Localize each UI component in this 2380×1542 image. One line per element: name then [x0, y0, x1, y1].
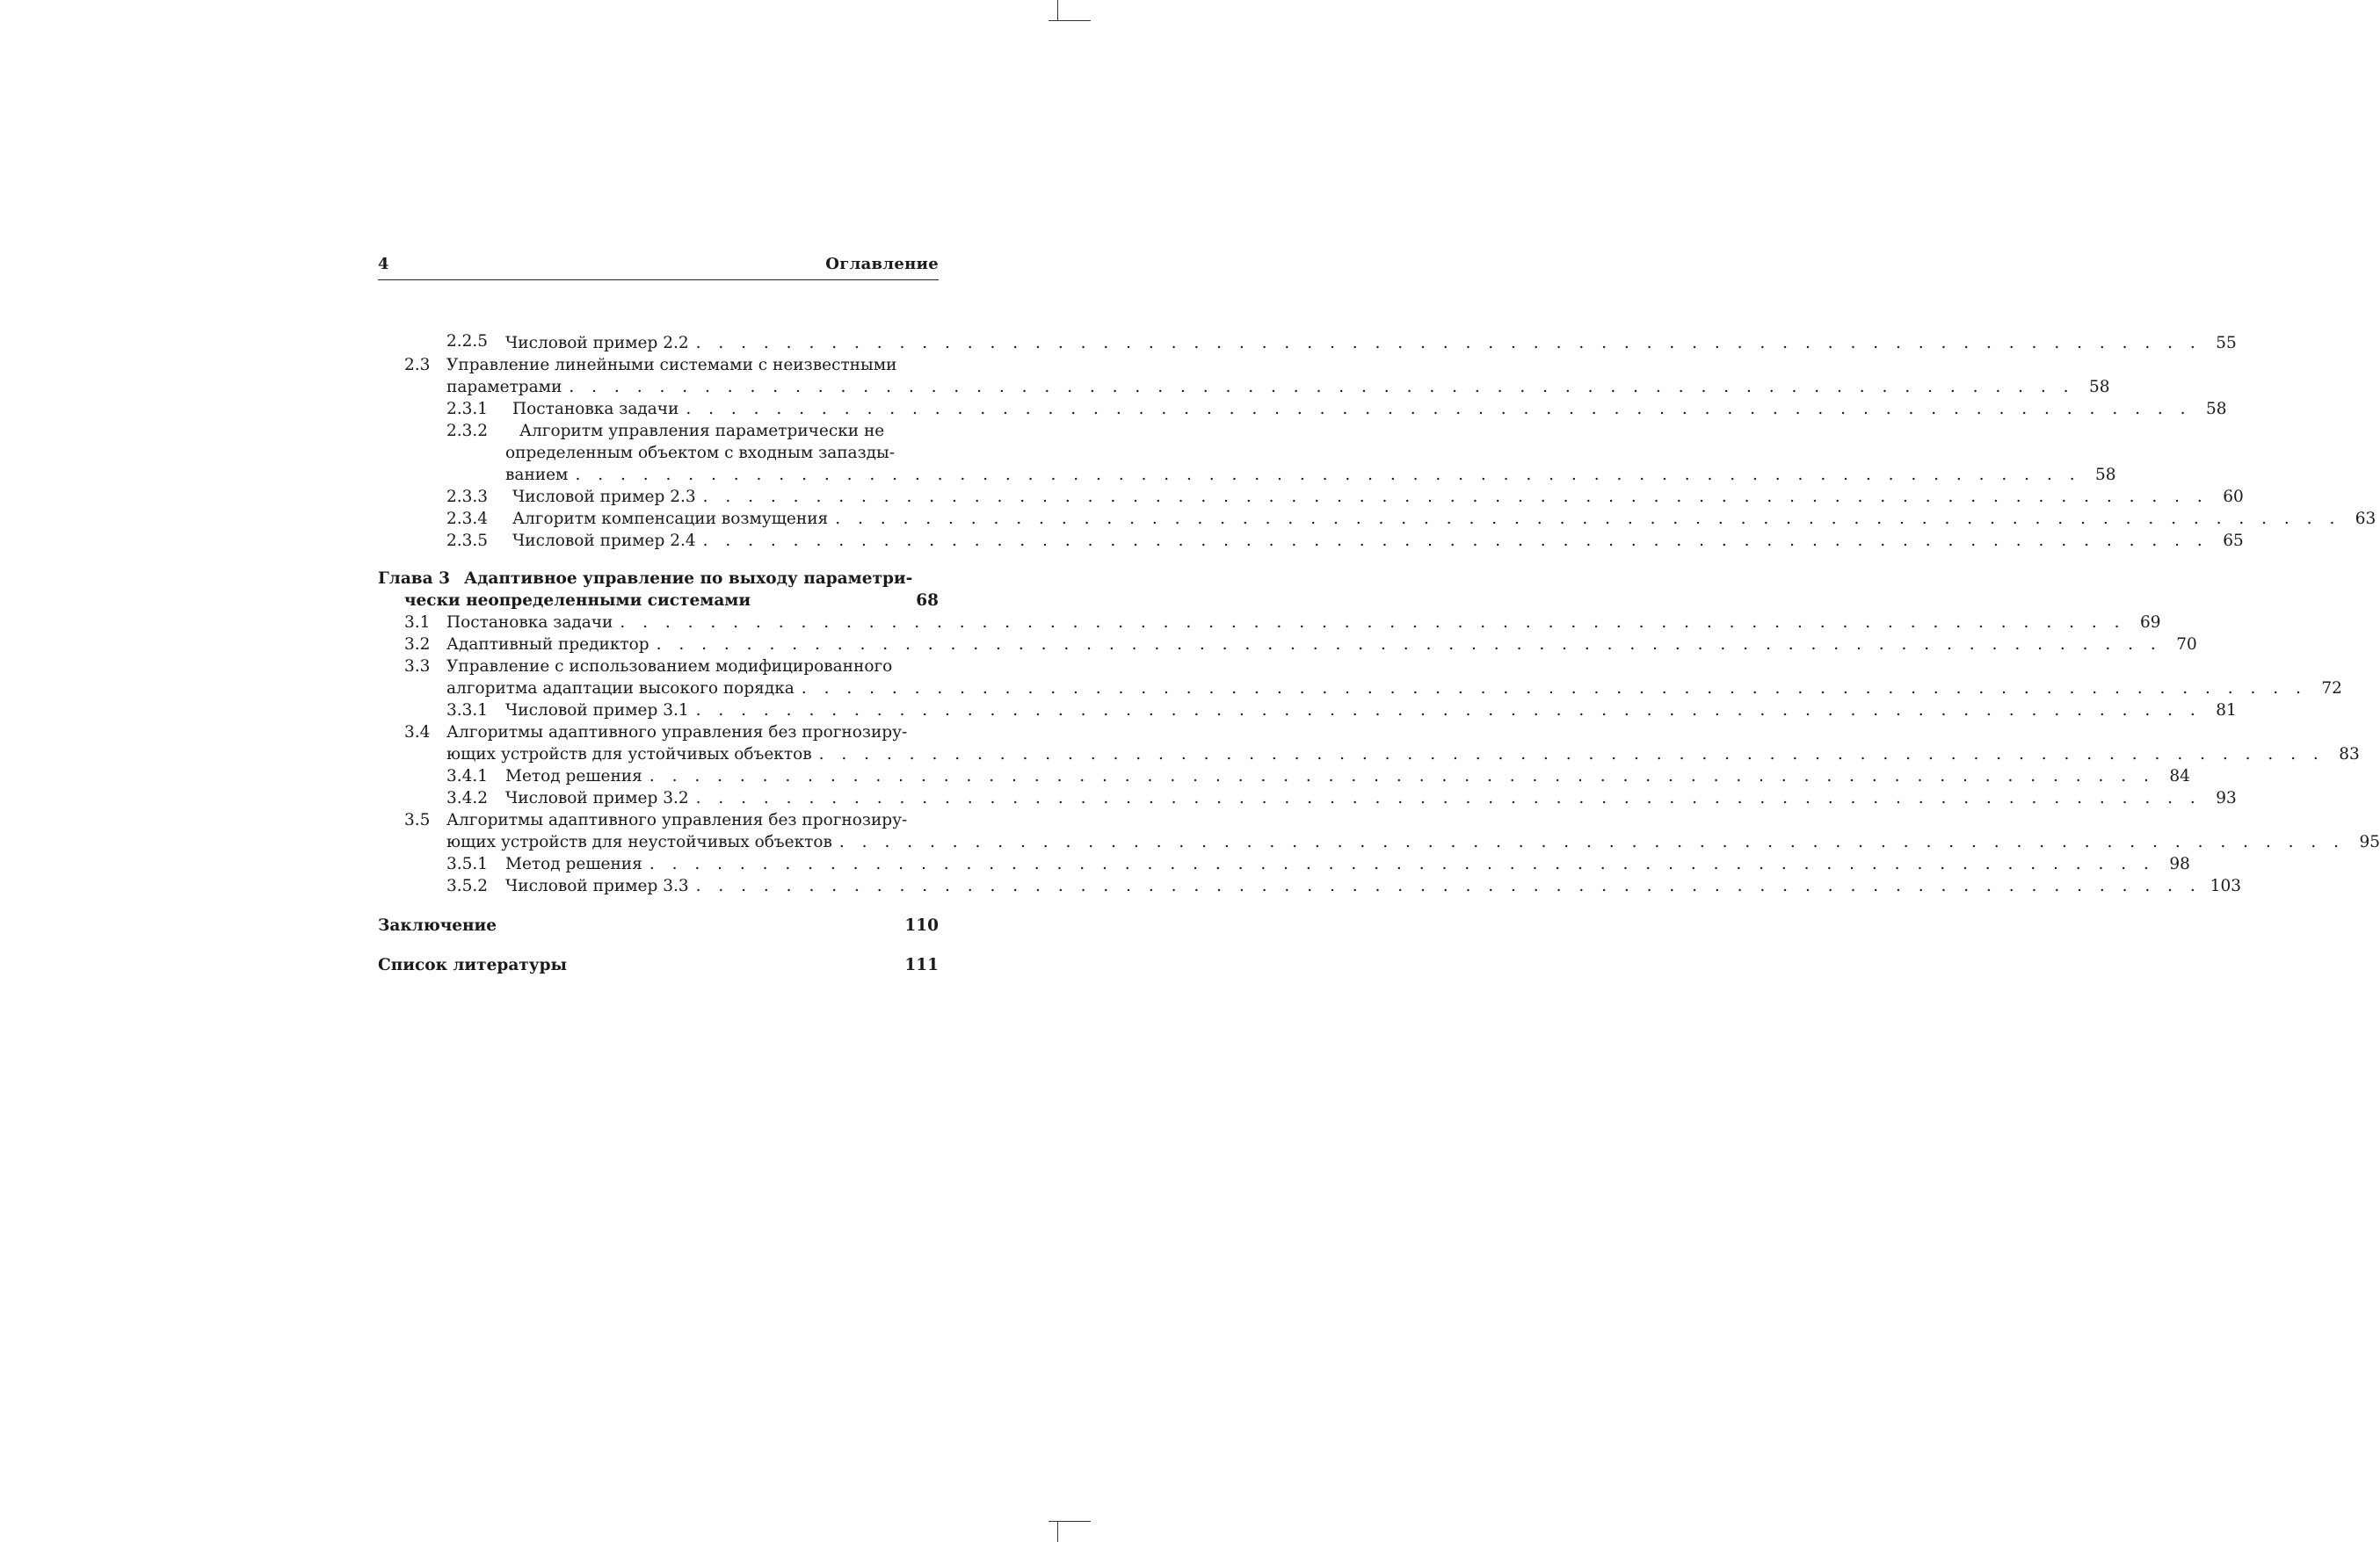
toc-entry-title: Числовой пример 2.2 [505, 334, 689, 352]
toc-entry-number: 3.2 [404, 635, 431, 654]
toc-entry-title: Числовой пример 2.3 [512, 488, 696, 506]
toc-entry-number: 2.3 [404, 356, 431, 374]
toc-entry-number: 3.3 [404, 657, 431, 676]
toc-entry-title-line: Алгоритмы адаптивного управления без прогнозиру- [446, 811, 908, 829]
toc-entry-title-line: параметрами [446, 378, 562, 396]
toc-entry-number: 3.4.1 [446, 767, 489, 785]
toc-entry[interactable] [378, 787, 2237, 809]
toc-entry-title: Постановка задачи [512, 400, 679, 418]
toc-entry-page: 63 [2355, 510, 2376, 528]
toc-entry-title-line: ющих устройств для неустойчивых объектов [446, 833, 832, 851]
toc-entry-page: 70 [2176, 635, 2197, 654]
crop-mark-bottom-vertical [1057, 1521, 1058, 1542]
toc-entry-number: 2.3.1 [446, 400, 489, 418]
toc-entry-number: 3.3.1 [446, 701, 489, 720]
toc-entry-number: 3.5.2 [446, 877, 489, 895]
toc-entry-title-line: Адаптивное управление по выходу параметри- [464, 569, 913, 588]
toc-chapter-entry[interactable] [378, 954, 939, 976]
toc-chapter-label: Глава 3 [378, 569, 450, 588]
toc-entry-title: Метод решения [505, 767, 642, 785]
toc-entry-number: 2.3.2 [446, 422, 489, 440]
toc-entry-page: 69 [2139, 613, 2161, 632]
toc-entry-number: 3.5 [404, 811, 431, 829]
toc-entry-number: 3.4.2 [446, 789, 489, 807]
toc-entry-page: 68 [916, 591, 939, 610]
toc-entry-page: 111 [904, 956, 939, 974]
crop-mark-top-horizontal [1049, 20, 1091, 21]
toc-entry-page: 58 [2088, 378, 2110, 396]
toc-entry[interactable] [378, 721, 2360, 765]
toc-entry-page: 110 [904, 916, 939, 935]
toc-entry-title-line: чески неопределенными системами [404, 591, 751, 610]
toc-entry-page: 84 [2169, 767, 2190, 785]
toc-entry-number: 3.4 [404, 723, 431, 742]
toc-entry-title-line: ющих устройств для устойчивых объектов [446, 745, 812, 764]
crop-mark-top-vertical [1057, 0, 1058, 21]
running-header [378, 253, 939, 280]
toc-entry[interactable] [378, 420, 2116, 486]
page-number: 4 [378, 255, 389, 273]
toc-entry[interactable] [378, 612, 2161, 633]
toc-entry-number: 2.3.5 [446, 532, 489, 550]
toc-entry-title: Числовой пример 3.2 [505, 789, 689, 807]
toc-entry[interactable] [378, 530, 2244, 552]
toc-entry-title-line: ванием [505, 466, 569, 484]
crop-mark-bottom-horizontal [1049, 1521, 1091, 1522]
toc-entry-page: 98 [2169, 855, 2190, 873]
toc-entry-page: 60 [2223, 488, 2244, 506]
page-title: Оглавление [825, 255, 939, 273]
toc-entry[interactable] [378, 508, 2376, 530]
toc-chapter-entry[interactable] [378, 568, 939, 612]
toc-entry-number: 3.1 [404, 613, 431, 632]
toc-entry-title: Алгоритм компенсации возмущения [512, 510, 829, 528]
toc-entry-title: Числовой пример 2.4 [512, 532, 696, 550]
toc-entry-title: Список литературы [378, 956, 568, 974]
toc-entry-title: Метод решения [505, 855, 642, 873]
toc-entry-page: 58 [2205, 400, 2227, 418]
toc-entry-title: Числовой пример 3.1 [505, 701, 689, 720]
toc-entry-title-line: определенным объектом с входным запазды- [505, 444, 896, 462]
toc-entry-page: 55 [2216, 334, 2237, 352]
toc-entry-page: 83 [2339, 745, 2360, 764]
toc-entry-page: 65 [2223, 532, 2244, 550]
toc-entry[interactable] [378, 398, 2227, 420]
toc-entry-title-line: Алгоритм управления параметрически не [519, 422, 885, 440]
table-of-contents [378, 332, 2380, 976]
toc-entry[interactable] [378, 332, 2237, 354]
toc-entry[interactable] [378, 809, 2380, 853]
toc-entry-number: 2.3.3 [446, 488, 489, 506]
toc-entry-title: Числовой пример 3.3 [505, 877, 689, 895]
toc-entry-title: Постановка задачи [446, 613, 613, 632]
toc-entry[interactable] [378, 354, 2110, 398]
toc-entry[interactable] [378, 765, 2190, 787]
toc-entry-page: 81 [2216, 701, 2237, 720]
toc-entry-number: 2.2.5 [446, 332, 489, 351]
toc-entry-number: 3.5.1 [446, 855, 489, 873]
toc-entry[interactable] [378, 699, 2237, 721]
toc-entry-title: Адаптивный предиктор [446, 635, 649, 654]
toc-entry-title-line: Управление линейными системами с неизвестными [446, 356, 897, 374]
toc-chapter-entry[interactable] [378, 915, 939, 937]
toc-entry[interactable] [378, 853, 2190, 875]
toc-entry-number: 2.3.4 [446, 510, 489, 528]
toc-entry-title-line: Управление с использованием модифицированного [446, 657, 893, 676]
toc-entry-page: 103 [2209, 877, 2242, 895]
toc-entry[interactable] [378, 486, 2244, 508]
toc-entry-title-line: алгоритма адаптации высокого порядка [446, 679, 795, 698]
toc-entry-page: 95 [2359, 833, 2380, 851]
toc-entry-page: 58 [2095, 466, 2116, 484]
toc-entry[interactable] [378, 875, 2242, 897]
toc-entry[interactable] [378, 633, 2197, 655]
toc-entry-page: 93 [2216, 789, 2237, 807]
toc-entry[interactable] [378, 655, 2342, 699]
toc-entry-page: 72 [2321, 679, 2342, 698]
toc-entry-title: Заключение [378, 916, 497, 935]
toc-entry-title-line: Алгоритмы адаптивного управления без прогнозиру- [446, 723, 908, 742]
